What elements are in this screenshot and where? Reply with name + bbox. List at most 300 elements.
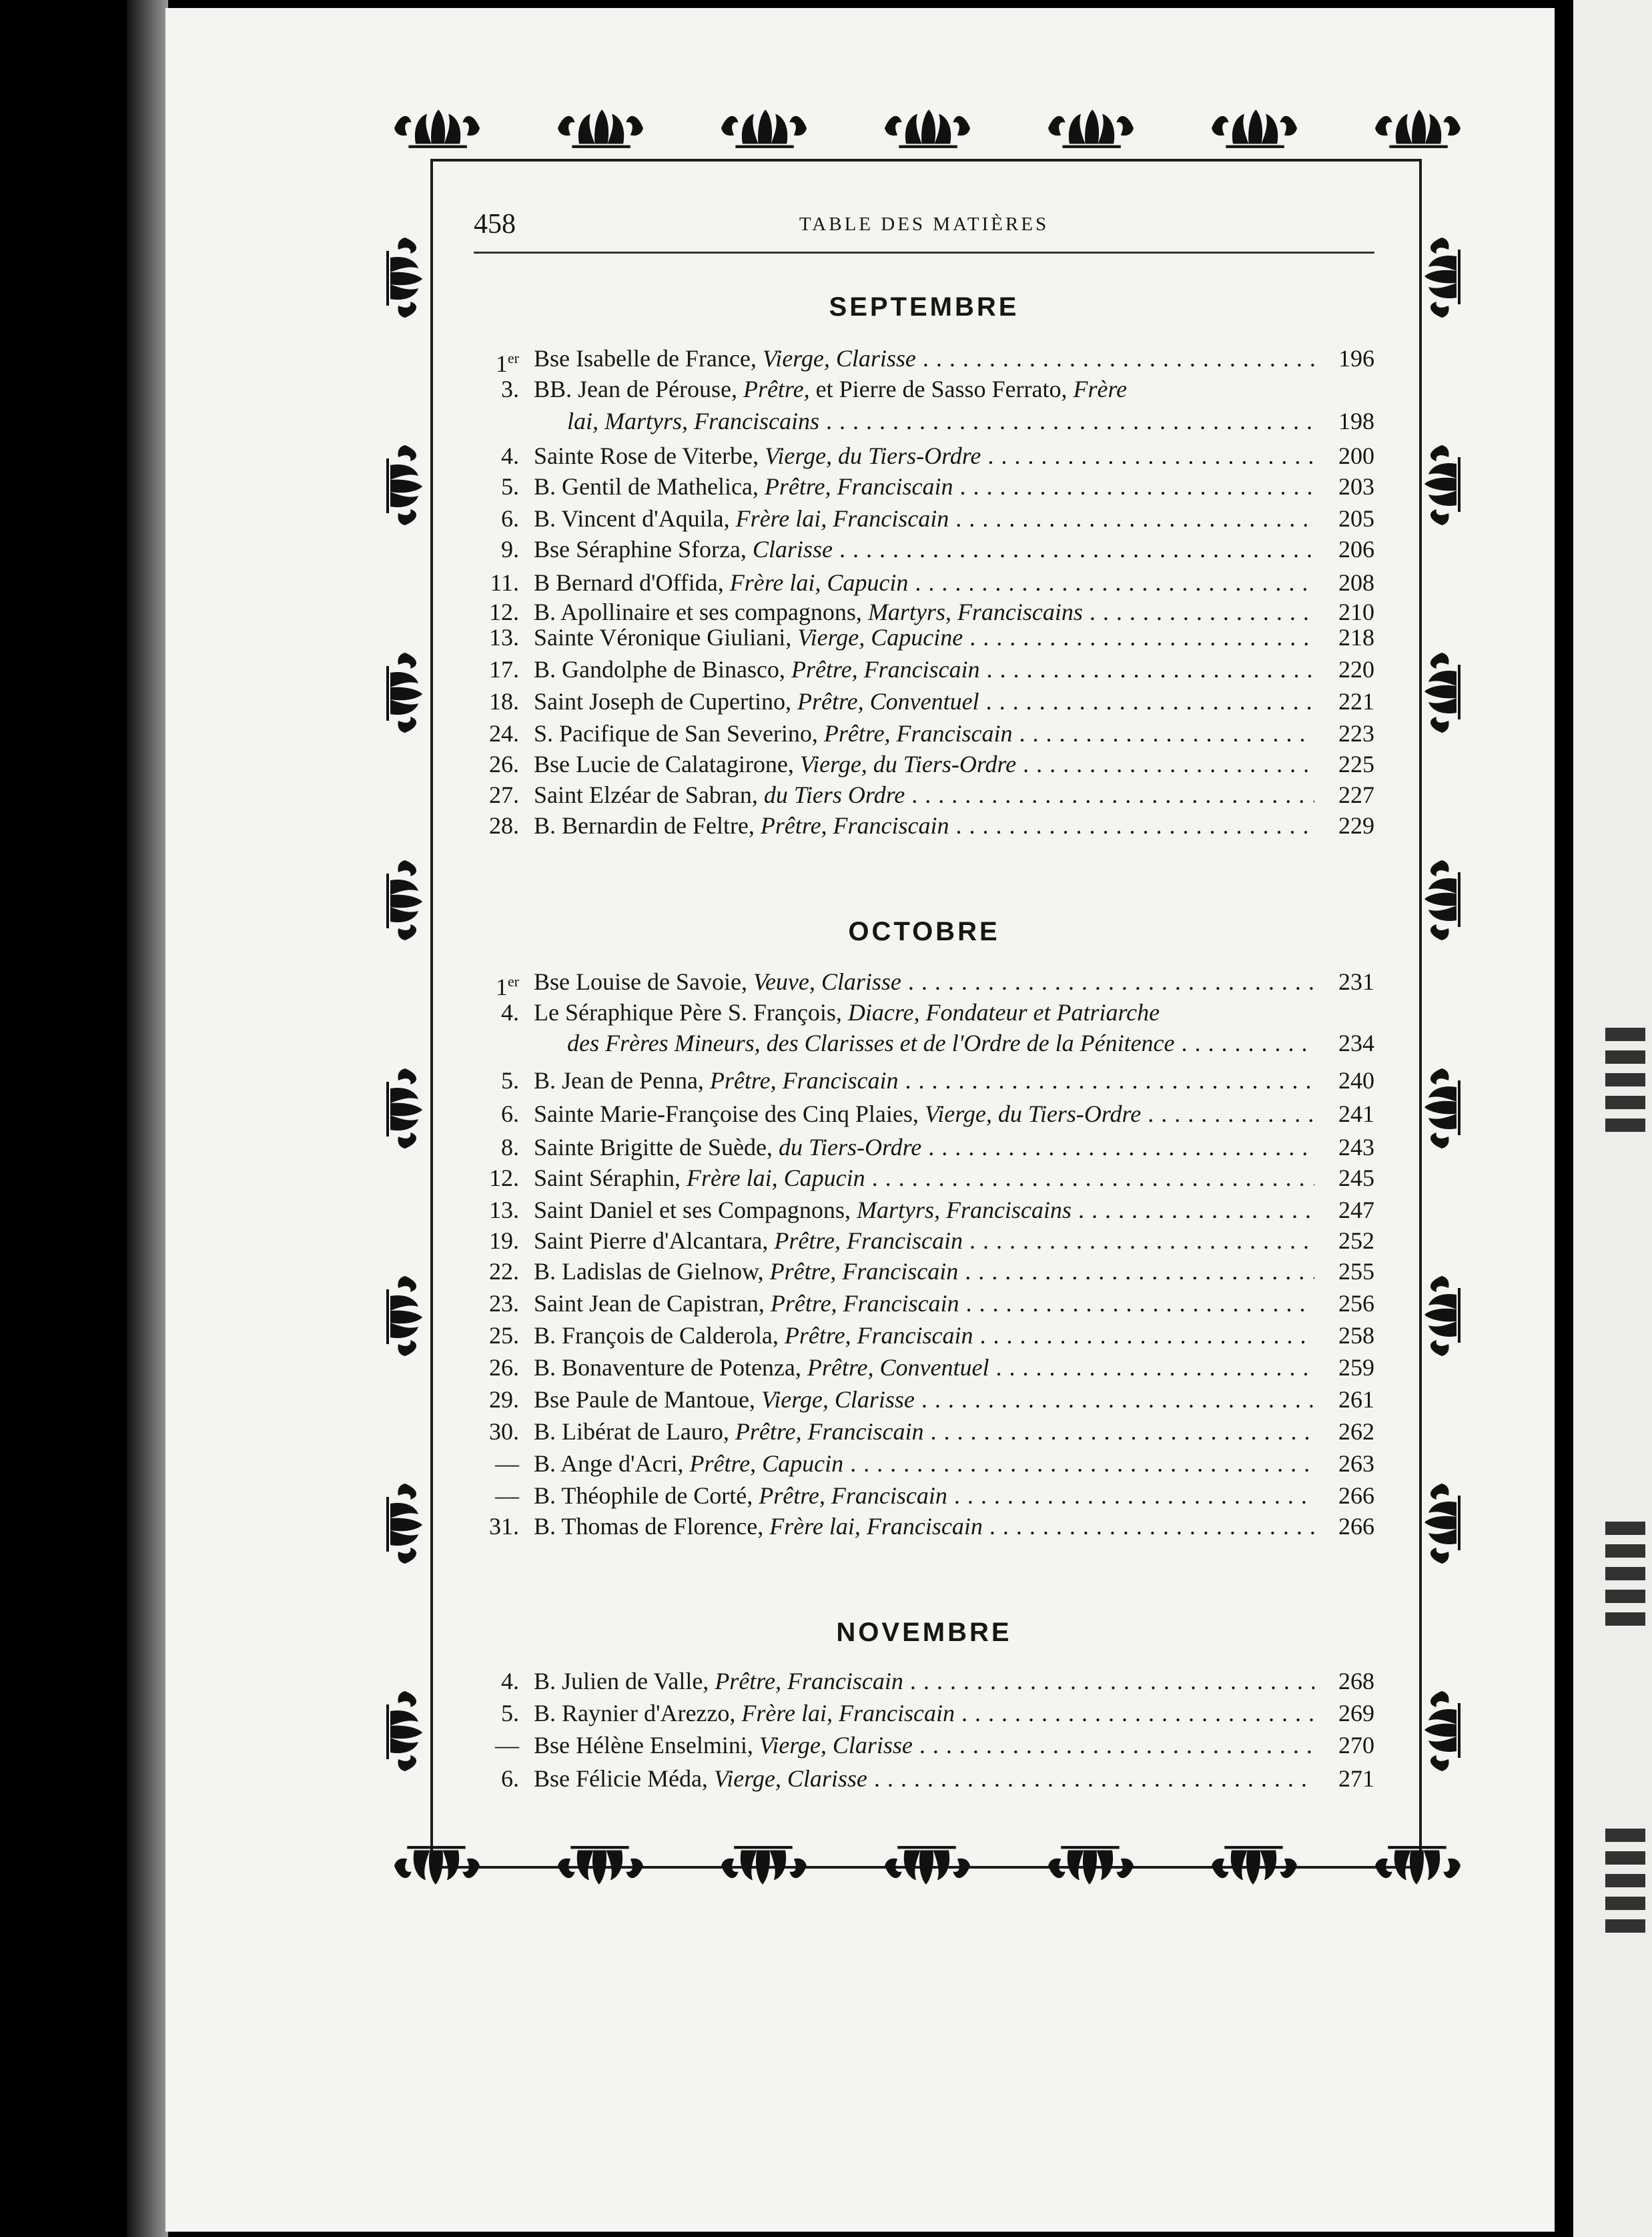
entry-name: Saint Séraphin,	[534, 1165, 687, 1191]
entry-name: Bse Louise de Savoie,	[534, 968, 753, 995]
entry-qualifier: Prêtre, Franciscain	[774, 1227, 963, 1254]
entry-name: Le Séraphique Père S. François,	[534, 999, 848, 1026]
toc-entry	[474, 653, 1374, 686]
toc-entry	[474, 1131, 1374, 1164]
entry-day	[474, 1287, 519, 1320]
entry-title	[534, 1510, 1314, 1543]
entry-day	[474, 1351, 519, 1384]
floral-ornament-icon	[1041, 1845, 1141, 1887]
floral-ornament-icon	[1422, 1477, 1462, 1570]
entry-page-number: 256	[1338, 1290, 1374, 1317]
entry-day	[474, 1447, 519, 1480]
entry-name: Saint Daniel et ses Compagnons,	[534, 1197, 857, 1223]
entry-title	[534, 1224, 1314, 1257]
entry-day	[474, 717, 519, 750]
month-heading: SEPTEMBRE	[829, 292, 1019, 322]
entry-name: B. Gandolphe de Binasco,	[534, 656, 791, 683]
entry-day-number: 26.	[489, 1354, 519, 1381]
toc-entry	[474, 502, 1374, 535]
entry-day	[474, 1193, 519, 1227]
entry-page-number: 223	[1338, 720, 1374, 747]
toc-entry	[474, 621, 1374, 654]
entry-title	[534, 566, 1314, 599]
toc-entry	[474, 1383, 1374, 1416]
entry-title	[534, 1479, 1314, 1512]
entry-qualifier: du Tiers Ordre	[763, 781, 905, 808]
entry-name: B. Thomas de Florence,	[534, 1513, 770, 1540]
entry-qualifier: Clarisse	[752, 536, 833, 563]
entry-title	[534, 342, 1314, 375]
floral-ornament-icon	[877, 1845, 977, 1887]
entry-name: B. Bernardin de Feltre,	[534, 812, 761, 839]
month-heading: OCTOBRE	[848, 917, 1000, 946]
floral-ornament-icon	[1368, 107, 1468, 149]
entry-day-number: 8.	[501, 1134, 519, 1161]
ornament-border-top	[387, 107, 1468, 160]
floral-ornament-icon	[1422, 1269, 1462, 1363]
entry-title	[534, 747, 1314, 781]
toc-entry	[474, 1479, 1374, 1512]
entry-day	[474, 1728, 519, 1762]
entry-qualifier: Vierge, Clarisse	[759, 1732, 913, 1759]
entry-page-number: 269	[1338, 1700, 1374, 1726]
entry-name: Sainte Brigitte de Suède,	[534, 1134, 779, 1161]
entry-name: S. Pacifique de San Severino,	[534, 720, 824, 747]
entry-day-number: 5.	[501, 1067, 519, 1094]
entry-page-number: 208	[1338, 569, 1374, 596]
entry-day	[474, 1762, 519, 1795]
entry-qualifier: Prêtre, Franciscain	[791, 656, 980, 683]
floral-ornament-icon	[385, 438, 425, 532]
toc-entry	[474, 1351, 1374, 1384]
toc-entry	[474, 1224, 1374, 1257]
entry-day-number: —	[495, 1450, 519, 1477]
entry-page-number: 262	[1338, 1418, 1374, 1445]
entry-title	[534, 685, 1314, 718]
entry-day-suffix: er	[507, 350, 519, 366]
entry-qualifier: Frère lai, Capucin	[686, 1165, 865, 1191]
entry-name: B. Jean de Penna,	[534, 1067, 710, 1094]
entry-page-number: 241	[1338, 1100, 1374, 1127]
entry-name: Bse Lucie de Calatagirone,	[534, 751, 800, 777]
entry-name: B. Gentil de Mathelica,	[534, 473, 765, 500]
floral-ornament-icon	[385, 646, 425, 739]
floral-ornament-icon	[1422, 854, 1462, 947]
entry-day	[474, 1319, 519, 1352]
toc-entry	[474, 778, 1374, 812]
month-heading: NOVEMBRE	[836, 1618, 1012, 1647]
adjacent-ornament	[1605, 1522, 1645, 1635]
entry-title	[534, 1255, 1314, 1288]
entry-day-number: 18.	[489, 688, 519, 715]
floral-ornament-icon	[385, 1269, 425, 1363]
entry-page-number: 252	[1338, 1227, 1374, 1254]
floral-ornament-icon	[1368, 1845, 1468, 1887]
entry-day	[474, 653, 519, 686]
toc-entry	[474, 1447, 1374, 1480]
entry-day	[474, 1097, 519, 1131]
floral-ornament-icon	[714, 1845, 814, 1887]
entry-title	[567, 1026, 1314, 1060]
entry-day	[474, 439, 519, 472]
entry-title	[534, 1287, 1314, 1320]
toc-entry	[474, 1510, 1374, 1543]
running-head	[474, 208, 1374, 243]
entry-qualifier: Prêtre, Franciscain	[735, 1418, 924, 1445]
entry-day-number: 4.	[501, 442, 519, 469]
entry-qualifier: Martyrs, Franciscains	[867, 599, 1083, 625]
entry-day-number: 24.	[489, 720, 519, 747]
floral-ornament-icon	[714, 107, 814, 149]
entry-day-number: 13.	[489, 624, 519, 651]
entry-page-number: 218	[1338, 624, 1374, 651]
toc-entry	[474, 342, 1374, 375]
entry-page-number: 206	[1338, 536, 1374, 563]
floral-ornament-icon	[385, 1062, 425, 1155]
entry-qualifier: Prêtre, Conventuel	[797, 688, 979, 715]
entry-title	[534, 1664, 1314, 1698]
entry-page-number: 258	[1338, 1322, 1374, 1349]
entry-qualifier: Prêtre, Conventuel	[807, 1354, 989, 1381]
entry-day-number: 6.	[501, 1765, 519, 1792]
entry-day	[474, 372, 519, 406]
toc-entry	[474, 1319, 1374, 1352]
entry-qualifier: Prêtre, Franciscain	[769, 1258, 959, 1285]
toc-entry	[474, 1728, 1374, 1762]
entry-qualifier: Prêtre, Franciscain	[759, 1482, 947, 1509]
entry-page-number: 255	[1338, 1258, 1374, 1285]
toc-entry	[474, 747, 1374, 781]
entry-qualifier: Prêtre, Franciscain	[715, 1668, 903, 1694]
entry-name: Sainte Rose de Viterbe,	[534, 442, 765, 469]
toc-entry	[474, 717, 1374, 750]
entry-page-number: 231	[1338, 968, 1374, 995]
entry-qualifier: Prêtre,	[743, 376, 810, 402]
entry-day-suffix: er	[507, 973, 519, 990]
entry-name: Sainte Véronique Giuliani,	[534, 624, 798, 651]
entry-page-number: 266	[1338, 1482, 1374, 1509]
entry-page-number: 268	[1338, 1668, 1374, 1694]
entry-title	[534, 470, 1314, 503]
entry-qualifier: Frère lai, Franciscain	[741, 1700, 955, 1726]
entry-day	[474, 685, 519, 718]
toc-entry	[474, 1664, 1374, 1698]
entry-page-number: 225	[1338, 751, 1374, 777]
entry-day-number: 1	[495, 974, 508, 1000]
floral-ornament-icon	[385, 1477, 425, 1570]
entry-name: B. Ange d'Acri,	[534, 1450, 690, 1477]
entry-day-number: 12.	[489, 599, 519, 625]
entry-title	[534, 1415, 1314, 1448]
entry-title	[534, 1762, 1314, 1795]
entry-qualifier: Prêtre, Franciscain	[764, 473, 953, 500]
entry-day	[474, 1510, 519, 1543]
entry-title	[534, 1097, 1314, 1131]
toc-entry	[474, 1097, 1374, 1131]
entry-title	[534, 1696, 1314, 1730]
entry-name: Bse Séraphine Sforza,	[534, 536, 753, 563]
entry-day	[474, 1664, 519, 1698]
entry-day-number: 13.	[489, 1197, 519, 1223]
floral-ornament-icon	[550, 107, 651, 149]
entry-title	[534, 1161, 1314, 1195]
toc-entry	[474, 1762, 1374, 1795]
floral-ornament-icon	[877, 107, 977, 149]
toc-entry	[474, 404, 1374, 438]
entry-title	[534, 717, 1314, 750]
entry-qualifier: Diacre, Fondateur et Patriarche	[847, 999, 1160, 1026]
entry-title	[534, 1728, 1314, 1762]
adjacent-ornament	[1605, 1829, 1645, 1942]
entry-page-number: 259	[1338, 1354, 1374, 1381]
floral-ornament-icon	[385, 854, 425, 947]
entry-page-number: 234	[1338, 1030, 1374, 1056]
entry-name: Bse Paule de Mantoue,	[534, 1386, 761, 1413]
entry-qualifier: Prêtre, Franciscain	[823, 720, 1013, 747]
entry-name: B. Apollinaire et ses compagnons,	[534, 599, 868, 625]
entry-day-number: 6.	[501, 505, 519, 532]
entry-name: Sainte Marie-Françoise des Cinq Plaies,	[534, 1100, 925, 1127]
entry-day	[474, 809, 519, 842]
entry-qualifier: Prêtre, Franciscain	[770, 1290, 959, 1317]
entry-title	[534, 965, 1314, 998]
ornament-border-bottom	[387, 1845, 1468, 1898]
entry-title	[534, 439, 1314, 472]
entry-day-number: —	[495, 1482, 519, 1509]
entry-day-number: 22.	[489, 1258, 519, 1285]
toc-entry	[474, 965, 1374, 998]
entry-qualifier: Veuve, Clarisse	[753, 968, 901, 995]
toc-entry	[474, 1161, 1374, 1195]
entry-qualifier: Prêtre, Capucin	[689, 1450, 844, 1477]
page-title: TABLE DES MATIÈRES	[799, 214, 1050, 235]
floral-ornament-icon	[1422, 231, 1462, 324]
toc-entry	[474, 1415, 1374, 1448]
entry-day-number: 4.	[501, 1668, 519, 1694]
entry-qualifier: Martyrs, Franciscains	[856, 1197, 1072, 1223]
entry-day-number: 12.	[489, 1165, 519, 1191]
entry-qualifier: Vierge, du Tiers-Ordre	[799, 751, 1017, 777]
entry-day	[474, 1224, 519, 1257]
entry-day-number: 5.	[501, 473, 519, 500]
entry-title	[534, 653, 1314, 686]
toc-entry	[474, 439, 1374, 472]
entry-day-number: 3.	[501, 376, 519, 402]
entry-title	[534, 1193, 1314, 1227]
entry-day-number: 29.	[489, 1386, 519, 1413]
entry-title	[534, 372, 1314, 406]
entry-title	[534, 778, 1314, 812]
header-rule	[474, 252, 1374, 254]
entry-page-number: 247	[1338, 1197, 1374, 1223]
entry-name: Saint Jean de Capistran,	[534, 1290, 771, 1317]
toc-entry	[474, 372, 1374, 406]
floral-ornament-icon	[1204, 1845, 1304, 1887]
entry-qualifier: Frère lai, Capucin	[729, 569, 909, 596]
entry-page-number: 245	[1338, 1165, 1374, 1191]
entry-title	[534, 533, 1314, 566]
entry-title	[534, 996, 1314, 1029]
toc-entry	[474, 533, 1374, 566]
toc-entry	[474, 809, 1374, 842]
entry-page-number: 261	[1338, 1386, 1374, 1413]
entry-day	[474, 533, 519, 566]
entry-page-number: 196	[1338, 345, 1374, 372]
entry-day-number: —	[495, 1732, 519, 1759]
entry-page-number: 221	[1338, 688, 1374, 715]
entry-day	[474, 1255, 519, 1288]
entry-day-number: 17.	[489, 656, 519, 683]
page-number: 458	[474, 209, 516, 240]
entry-qualifier: Prêtre, Franciscain	[784, 1322, 973, 1349]
entry-name: et Pierre de Sasso Ferrato,	[809, 376, 1074, 402]
floral-ornament-icon	[1422, 1684, 1462, 1778]
entry-qualifier: Frère lai, Franciscain	[735, 505, 949, 532]
toc-entry	[474, 996, 1374, 1029]
entry-page-number: 205	[1338, 505, 1374, 532]
entry-day	[474, 621, 519, 654]
entry-name: Bse Hélène Enselmini,	[534, 1732, 759, 1759]
entry-day-number: 25.	[489, 1322, 519, 1349]
entry-title	[534, 1319, 1314, 1352]
entry-title	[534, 1383, 1314, 1416]
entry-qualifier: des Frères Mineurs, des Clarisses et de l'Ordre de la Pénitence	[567, 1030, 1175, 1056]
entry-day	[474, 1696, 519, 1730]
entry-qualifier: lai, Martyrs, Franciscains	[567, 408, 819, 434]
entry-page-number: 243	[1338, 1134, 1374, 1161]
entry-qualifier: Frère lai, Franciscain	[769, 1513, 983, 1540]
entry-page-number: 210	[1338, 599, 1374, 625]
entry-title	[534, 621, 1314, 654]
entry-day-number: 27.	[489, 781, 519, 808]
entry-name: B. Théophile de Corté,	[534, 1482, 759, 1509]
entry-page-number: 220	[1338, 656, 1374, 683]
entry-name: BB. Jean de Pérouse,	[534, 376, 743, 402]
entry-name: B. Bonaventure de Potenza,	[534, 1354, 807, 1381]
entry-day-number: 6.	[501, 1100, 519, 1127]
entry-title	[534, 502, 1314, 535]
entry-name: Saint Elzéar de Sabran,	[534, 781, 764, 808]
entry-title	[567, 404, 1314, 438]
entry-name: Saint Joseph de Cupertino,	[534, 688, 797, 715]
toc-entry	[474, 1696, 1374, 1730]
entry-name: B Bernard d'Offida,	[534, 569, 730, 596]
floral-ornament-icon	[1422, 438, 1462, 532]
entry-page-number: 266	[1338, 1513, 1374, 1540]
entry-page-number: 263	[1338, 1450, 1374, 1477]
entry-qualifier: Vierge, Clarisse	[761, 1386, 915, 1413]
entry-qualifier: Vierge, Clarisse	[713, 1765, 867, 1792]
toc-entry	[474, 1287, 1374, 1320]
entry-qualifier: Vierge, du Tiers-Ordre	[765, 442, 981, 469]
adjacent-page-edge	[1573, 0, 1652, 2237]
entry-title	[534, 1064, 1314, 1097]
entry-day-number: 11.	[490, 569, 519, 596]
entry-qualifier: Vierge, Capucine	[797, 624, 963, 651]
binding-shadow	[127, 0, 168, 2237]
entry-title	[534, 1447, 1314, 1480]
entry-day-number: 19.	[489, 1227, 519, 1254]
entry-name: B. Vincent d'Aquila,	[534, 505, 736, 532]
entry-day-number: 26.	[489, 751, 519, 777]
floral-ornament-icon	[385, 1684, 425, 1778]
entry-day-number: 31.	[489, 1513, 519, 1540]
toc-entry	[474, 566, 1374, 599]
floral-ornament-icon	[1204, 107, 1304, 149]
entry-day	[474, 566, 519, 599]
entry-page-number: 200	[1338, 442, 1374, 469]
entry-title	[534, 1351, 1314, 1384]
entry-page-number: 229	[1338, 812, 1374, 839]
ornament-border-left	[382, 174, 428, 1835]
entry-day	[474, 1161, 519, 1195]
entry-day	[474, 1415, 519, 1448]
entry-qualifier: Frère	[1073, 376, 1128, 402]
entry-title	[534, 809, 1314, 842]
entry-day	[474, 747, 519, 781]
toc-entry	[474, 470, 1374, 503]
entry-day	[474, 1383, 519, 1416]
entry-day	[474, 1064, 519, 1097]
entry-day	[474, 996, 519, 1029]
entry-title	[534, 1131, 1314, 1164]
entry-day-number: 5.	[501, 1700, 519, 1726]
entry-day-number: 9.	[501, 536, 519, 563]
floral-ornament-icon	[385, 231, 425, 324]
floral-ornament-icon	[387, 107, 487, 149]
entry-qualifier: Vierge, du Tiers-Ordre	[924, 1100, 1142, 1127]
entry-name: Saint Pierre d'Alcantara,	[534, 1227, 775, 1254]
entry-name: B. Raynier d'Arezzo,	[534, 1700, 742, 1726]
entry-page-number: 203	[1338, 473, 1374, 500]
floral-ornament-icon	[1041, 107, 1141, 149]
entry-qualifier: Prêtre, Franciscain	[709, 1067, 899, 1094]
adjacent-ornament	[1605, 1028, 1645, 1141]
toc-entry	[474, 1026, 1374, 1060]
toc-entry	[474, 1193, 1374, 1227]
entry-day-number: 30.	[489, 1418, 519, 1445]
floral-ornament-icon	[550, 1845, 651, 1887]
floral-ornament-icon	[1422, 646, 1462, 739]
entry-day-number: 23.	[489, 1290, 519, 1317]
toc-entry	[474, 685, 1374, 718]
toc-entry	[474, 1255, 1374, 1288]
entry-day-number: 4.	[501, 999, 519, 1026]
toc-entry	[474, 1064, 1374, 1097]
entry-name: Bse Félicie Méda,	[534, 1765, 714, 1792]
entry-name: B. François de Calderola,	[534, 1322, 785, 1349]
entry-qualifier: du Tiers-Ordre	[778, 1134, 922, 1161]
entry-day	[474, 1479, 519, 1512]
floral-ornament-icon	[387, 1845, 487, 1887]
floral-ornament-icon	[1422, 1062, 1462, 1155]
entry-name: B. Julien de Valle,	[534, 1668, 715, 1694]
entry-day	[474, 502, 519, 535]
entry-day	[474, 470, 519, 503]
entry-qualifier: Vierge, Clarisse	[762, 345, 916, 372]
entry-day-number: 28.	[489, 812, 519, 839]
entry-name: B. Libérat de Lauro,	[534, 1418, 735, 1445]
entry-name: Bse Isabelle de France,	[534, 345, 763, 372]
entry-page-number: 240	[1338, 1067, 1374, 1094]
ornament-border-right	[1418, 174, 1465, 1835]
entry-day	[474, 1131, 519, 1164]
entry-page-number: 227	[1338, 781, 1374, 808]
entry-day-number: 1	[495, 350, 508, 377]
entry-name: B. Ladislas de Gielnow,	[534, 1258, 770, 1285]
entry-qualifier: Prêtre, Franciscain	[760, 812, 949, 839]
entry-page-number: 270	[1338, 1732, 1374, 1759]
